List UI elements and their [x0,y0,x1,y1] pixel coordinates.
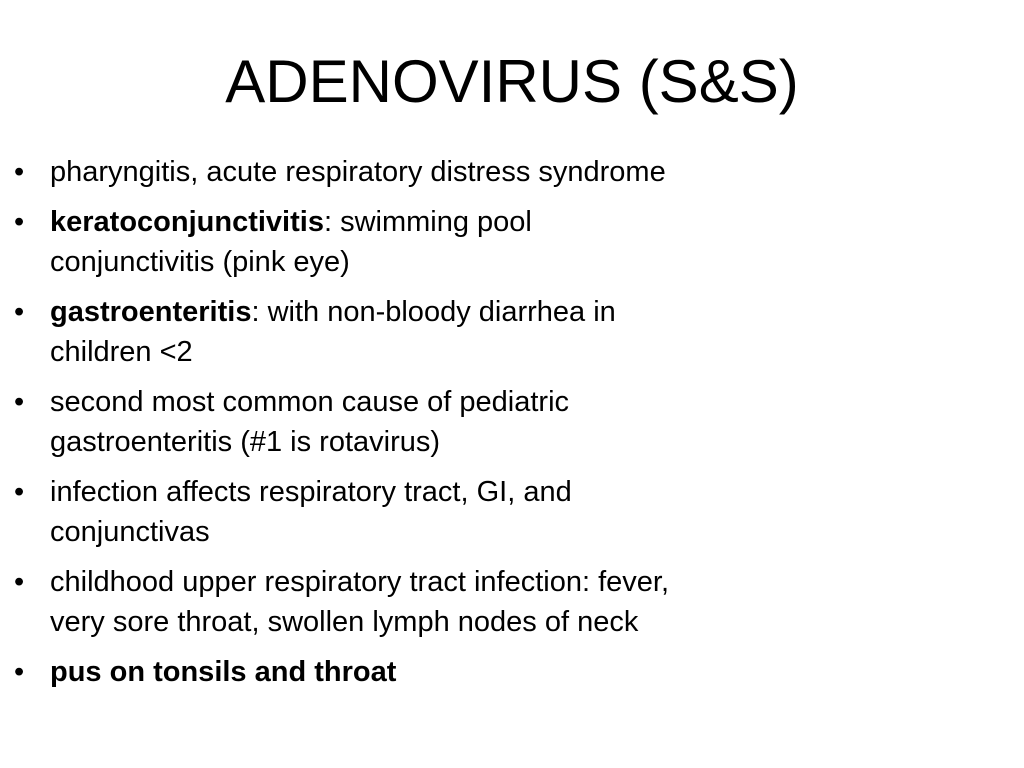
bullet-text: children <2 [50,336,193,368]
slide-title: ADENOVIRUS (S&S) [225,48,799,115]
bullet-icon: • [14,386,25,418]
bullet-icon: • [14,206,25,238]
bullet-item [14,152,808,192]
bullet-item [14,562,808,642]
bullet-text: : swimming pool [323,206,532,238]
bullet-line [50,602,808,642]
bullet-item [14,202,808,282]
bullet-text: conjunctivas [50,516,210,548]
bullet-line [50,152,808,192]
bullet-bold-text: gastroenteritis [50,296,252,328]
bullet-item [14,652,808,692]
bullet-text: pharyngitis, acute respiratory distress syndrome [50,156,666,188]
bullet-text: gastroenteritis (#1 is rotavirus) [50,426,441,458]
bullet-line [50,332,808,372]
bullet-line [50,422,808,462]
bullet-icon: • [14,296,25,328]
bullet-bold-text: keratoconjunctivitis [50,206,324,238]
bullet-icon: • [14,656,25,688]
bullet-line [50,512,808,552]
bullet-line [50,472,808,512]
bullet-icon: • [14,156,25,188]
bullet-icon: • [14,566,25,598]
bullet-bold-text: pus on tonsils and throat [50,656,397,688]
bullet-line [50,202,808,242]
bullet-list [14,152,808,702]
bullet-item [14,292,808,372]
bullet-icon: • [14,476,25,508]
bullet-text: very sore throat, swollen lymph nodes of neck [50,606,639,638]
bullet-text: infection affects respiratory tract, GI, and [50,476,572,508]
bullet-text: conjunctivitis (pink eye) [50,246,350,278]
bullet-text: : with non-bloody diarrhea in [251,296,616,328]
bullet-item [14,382,808,462]
bullet-line [50,242,808,282]
bullet-item [14,472,808,552]
bullet-line [50,382,808,422]
bullet-line [50,292,808,332]
bullet-text: second most common cause of pediatric [50,386,570,418]
bullet-line [50,652,808,692]
bullet-text: childhood upper respiratory tract infection: fever, [50,566,669,598]
bullet-line [50,562,808,602]
